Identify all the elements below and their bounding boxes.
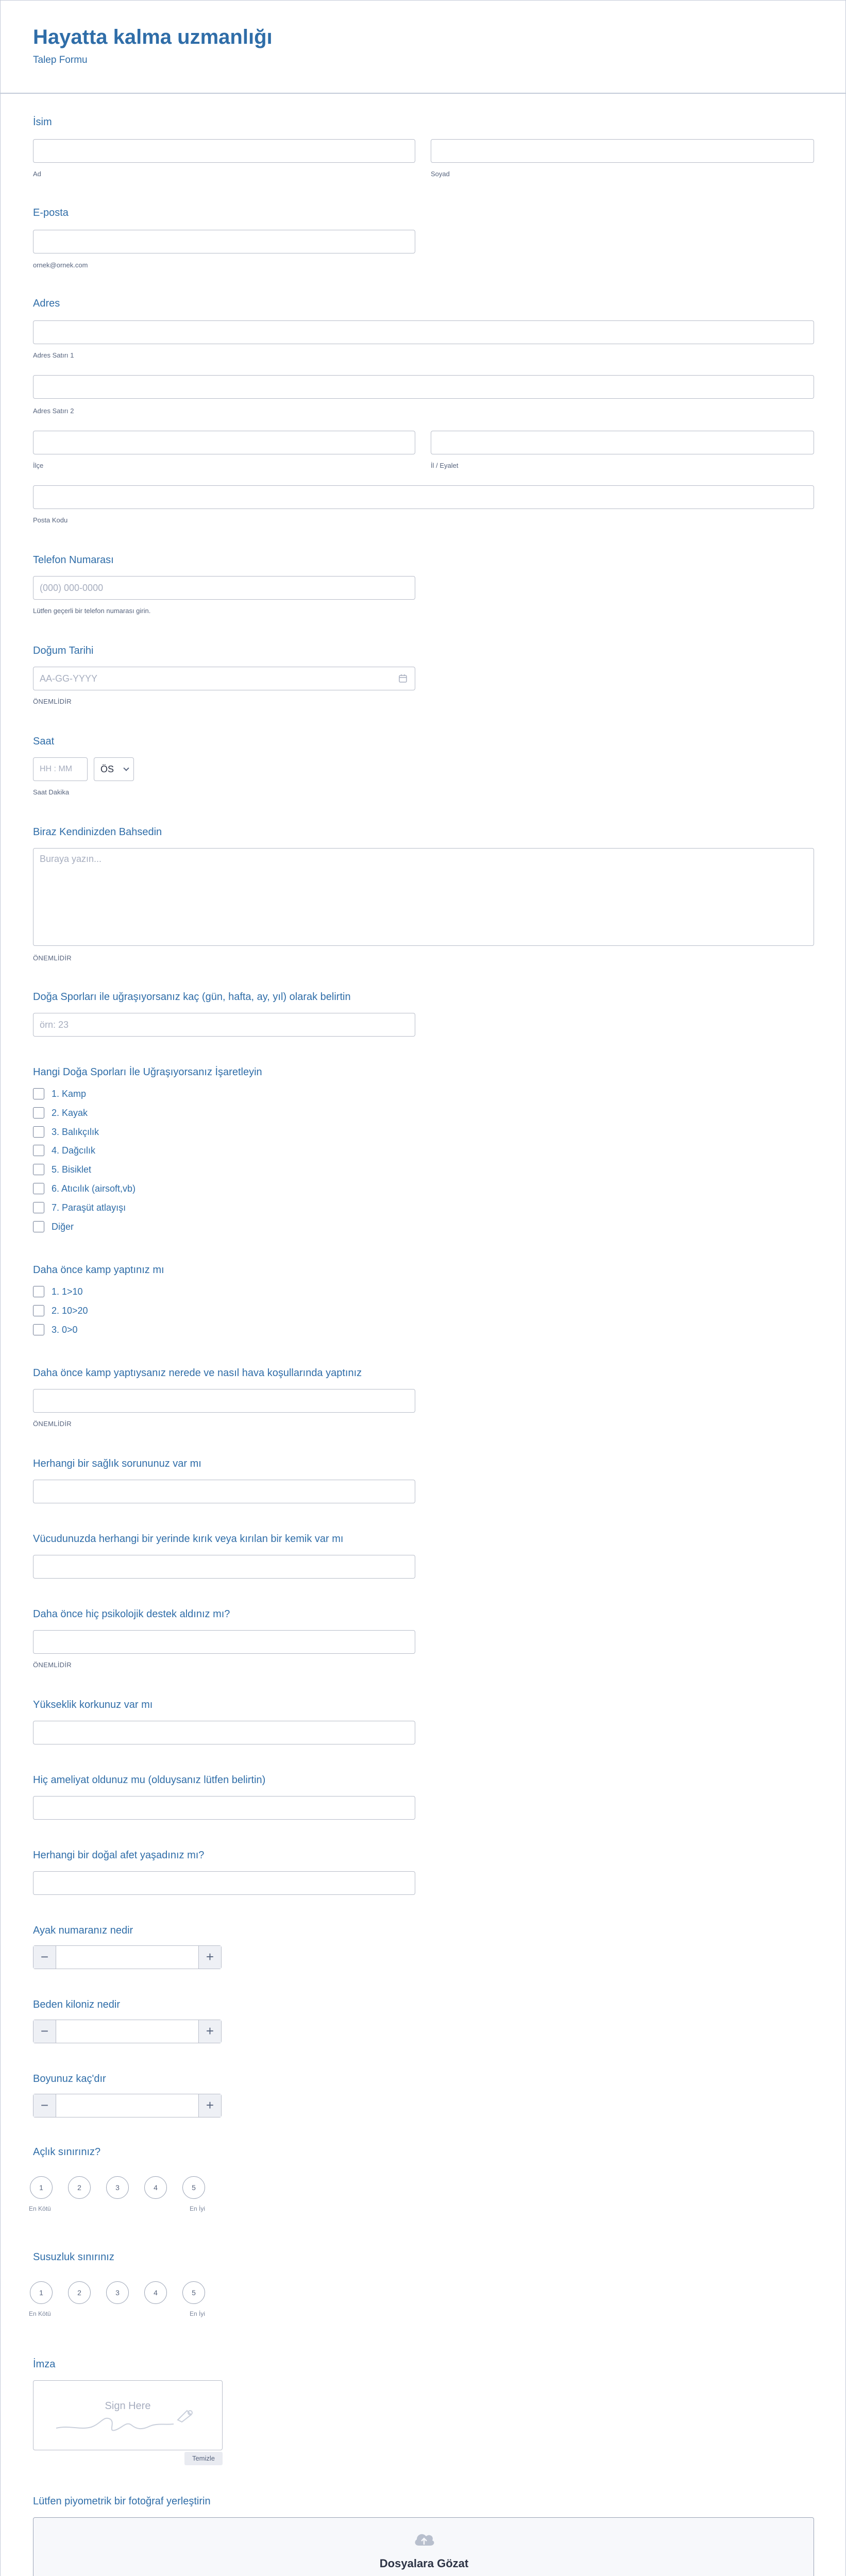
increment-button[interactable]: + [198, 1946, 221, 1969]
checkbox-label: Diğer [52, 1222, 74, 1232]
city-sublabel: İlçe [33, 462, 44, 469]
checkbox-fishing[interactable] [33, 1126, 44, 1138]
phone-label: Telefon Numarası [33, 554, 114, 566]
shoe-size-stepper[interactable] [33, 1945, 222, 1969]
upload-label: Lütfen piyometrik bir fotoğraf yerleştirin [33, 2496, 211, 2507]
address-label: Adres [33, 298, 60, 309]
checkbox-camp[interactable] [33, 1088, 44, 1099]
email-label: E-posta [33, 207, 69, 218]
address-line2-sublabel: Adres Satırı 2 [33, 407, 74, 415]
height-stepper[interactable] [33, 2094, 222, 2117]
fracture-input[interactable] [33, 1555, 415, 1579]
first-name-input[interactable] [33, 139, 415, 163]
postal-code-sublabel: Posta Kodu [33, 516, 68, 524]
health-label: Herhangi bir sağlık sorununuz var mı [33, 1458, 201, 1469]
checkbox-climbing[interactable] [33, 1145, 44, 1156]
checkbox-label: 4. Dağcılık [52, 1145, 96, 1156]
increment-button[interactable]: + [198, 2020, 221, 2043]
signature-pad[interactable] [33, 2380, 223, 2450]
email-input[interactable] [33, 230, 415, 253]
increment-button[interactable]: + [198, 2094, 221, 2117]
city-input[interactable] [33, 431, 415, 454]
sports-label: Hangi Doğa Sporları İle Uğraşıyorsanız İşaretleyin [33, 1066, 262, 1078]
checkbox-label: 1. Kamp [52, 1089, 87, 1099]
decrement-button[interactable]: − [33, 2094, 56, 2117]
checkbox-label: 3. Balıkçılık [52, 1127, 99, 1137]
state-sublabel: İl / Eyalet [431, 462, 459, 469]
disaster-input[interactable] [33, 1871, 415, 1895]
checkbox-label: 1. 1>10 [52, 1286, 83, 1297]
signature-placeholder: Sign Here [105, 2400, 151, 2412]
first-name-sublabel: Ad [33, 170, 41, 178]
checkbox-parachute[interactable] [33, 1202, 44, 1213]
time-sublabel: Saat Dakika [33, 788, 70, 796]
about-required: ÖNEMLİDİR [33, 954, 72, 962]
scale-option[interactable]: 3 [106, 2176, 129, 2199]
checkbox-label: 2. Kayak [52, 1108, 88, 1118]
psych-label: Daha önce hiç psikolojik destek aldınız mı? [33, 1608, 230, 1620]
scale-option[interactable]: 4 [144, 2176, 167, 2199]
last-name-input[interactable] [431, 139, 814, 163]
surgery-label: Hiç ameliyat oldunuz mu (olduysanız lütfen belirtin) [33, 1774, 266, 1786]
time-input[interactable]: HH : MM [33, 757, 88, 781]
checkbox-camp-2[interactable] [33, 1305, 44, 1316]
checkbox-label: 3. 0>0 [52, 1325, 78, 1335]
file-upload-dropzone[interactable] [33, 2517, 814, 2576]
duration-label: Doğa Sporları ile uğraşıyorsanız kaç (gün, hafta, ay, yıl) olarak belirtin [33, 991, 351, 1003]
ampm-select[interactable] [94, 757, 134, 781]
scale-option[interactable]: 5 [182, 2281, 205, 2304]
birth-date-label: Doğum Tarihi [33, 645, 94, 656]
hunger-label: Açlık sınırınız? [33, 2146, 101, 2158]
calendar-icon[interactable] [398, 674, 408, 683]
form-title: Hayatta kalma uzmanlığı [33, 26, 273, 48]
state-input[interactable] [431, 431, 814, 454]
decrement-button[interactable]: − [33, 2020, 56, 2043]
form-header [0, 0, 846, 94]
surgery-input[interactable] [33, 1796, 415, 1820]
scale-option[interactable]: 1 [30, 2281, 53, 2304]
form-subtitle: Talep Formu [33, 55, 88, 65]
psych-input[interactable] [33, 1630, 415, 1654]
birth-date-input[interactable] [33, 667, 415, 690]
signature-label: İmza [33, 2359, 56, 2370]
camp-where-label: Daha önce kamp yaptıysanız nerede ve nasıl hava koşullarında yaptınız [33, 1367, 362, 1379]
scale-option[interactable]: 2 [68, 2281, 91, 2304]
checkbox-label: 2. 10>20 [52, 1306, 88, 1316]
height-fear-input[interactable] [33, 1721, 415, 1744]
camp-where-input[interactable] [33, 1389, 415, 1413]
scale-option[interactable]: 5 [182, 2176, 205, 2199]
scale-high-label: En İyi [190, 2310, 206, 2317]
weight-label: Beden kiloniz nedir [33, 1999, 120, 2010]
about-textarea[interactable]: Buraya yazın... [33, 848, 814, 946]
psych-required: ÖNEMLİDİR [33, 1661, 72, 1669]
checkbox-ski[interactable] [33, 1107, 44, 1118]
scale-option[interactable]: 1 [30, 2176, 53, 2199]
checkbox-other[interactable] [33, 1221, 44, 1232]
checkbox-label: 7. Paraşüt atlayışı [52, 1202, 126, 1213]
checkbox-label: 6. Atıcılık (airsoft,vb) [52, 1183, 136, 1194]
birth-date-required: ÖNEMLİDİR [33, 698, 72, 705]
height-label: Boyunuz kaç'dır [33, 2073, 106, 2084]
name-label: İsim [33, 116, 52, 128]
postal-code-input[interactable] [33, 485, 814, 509]
shoe-size-label: Ayak numaranız nedir [33, 1925, 133, 1936]
height-fear-label: Yükseklik korkunuz var mı [33, 1699, 153, 1710]
last-name-sublabel: Soyad [431, 170, 450, 178]
duration-input[interactable]: örn: 23 [33, 1013, 415, 1037]
address-line2-input[interactable] [33, 375, 814, 399]
about-label: Biraz Kendinizden Bahsedin [33, 826, 162, 838]
checkbox-shooting[interactable] [33, 1183, 44, 1194]
time-label: Saat [33, 736, 55, 747]
health-input[interactable] [33, 1480, 415, 1503]
address-line1-input[interactable] [33, 320, 814, 344]
fracture-label: Vücudunuzda herhangi bir yerinde kırık veya kırılan bir kemik var mı [33, 1533, 344, 1545]
checkbox-label: 5. Bisiklet [52, 1164, 92, 1175]
ampm-value: ÖS [100, 764, 114, 774]
email-sublabel: ornek@ornek.com [33, 261, 88, 269]
weight-stepper[interactable] [33, 2020, 222, 2043]
decrement-button[interactable]: − [33, 1946, 56, 1969]
camp-label: Daha önce kamp yaptınız mı [33, 1264, 164, 1276]
disaster-label: Herhangi bir doğal afet yaşadınız mı? [33, 1850, 205, 1861]
birth-date-placeholder: AA-GG-YYYY [40, 673, 98, 684]
scale-option[interactable]: 2 [68, 2176, 91, 2199]
checkbox-camp-1[interactable] [33, 1286, 44, 1297]
upload-title[interactable]: Dosyalara Gözat [379, 2557, 469, 2570]
chevron-down-icon [123, 765, 129, 771]
phone-sublabel: Lütfen geçerli bir telefon numarası girin. [33, 607, 151, 615]
pen-icon [176, 2408, 195, 2423]
scale-option[interactable]: 4 [144, 2281, 167, 2304]
checkbox-camp-3[interactable] [33, 1324, 44, 1335]
thirst-label: Susuzluk sınırınız [33, 2251, 114, 2263]
address-line1-sublabel: Adres Satırı 1 [33, 351, 74, 359]
scale-low-label: En Kötü [29, 2310, 51, 2317]
scale-high-label: En İyi [190, 2205, 206, 2212]
scale-low-label: En Kötü [29, 2205, 51, 2212]
scale-option[interactable]: 3 [106, 2281, 129, 2304]
checkbox-cycling[interactable] [33, 1164, 44, 1175]
signature-clear-button[interactable]: Temizle [184, 2452, 223, 2465]
camp-where-required: ÖNEMLİDİR [33, 1420, 72, 1428]
cloud-upload-icon [413, 2530, 435, 2548]
phone-input[interactable]: (000) 000-0000 [33, 576, 415, 600]
